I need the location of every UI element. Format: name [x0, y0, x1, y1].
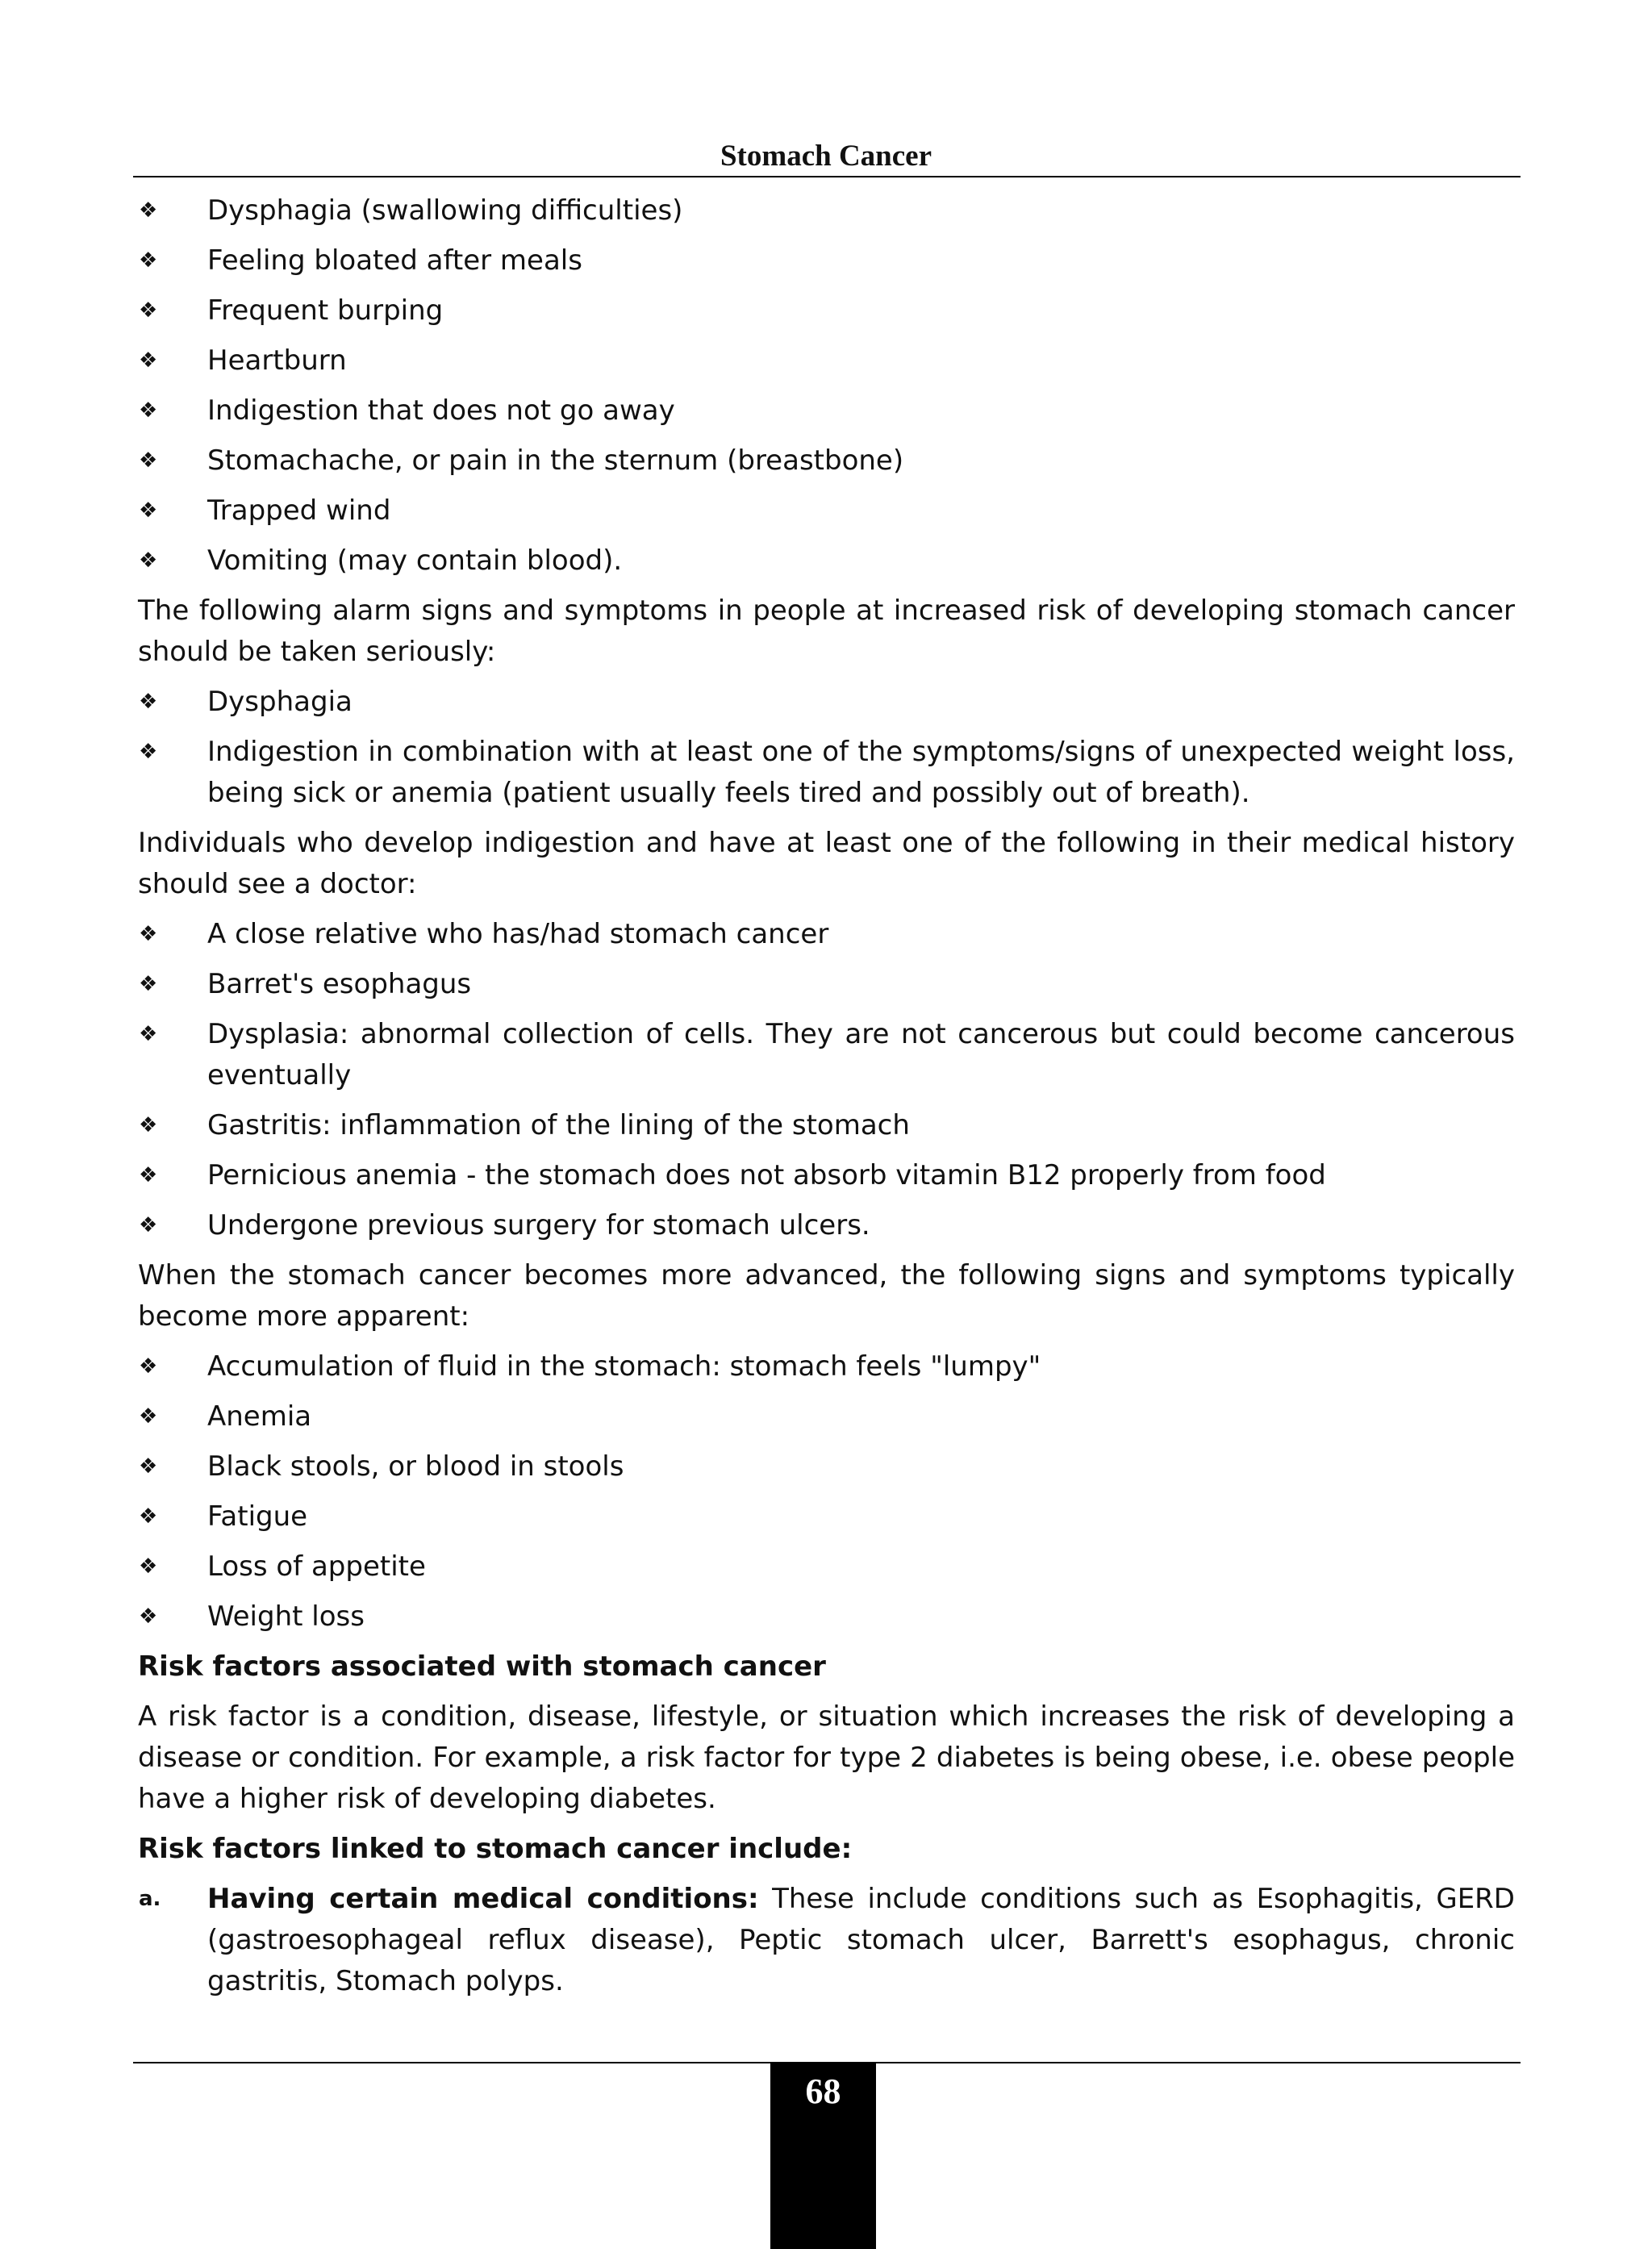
list-item	[138, 1879, 1515, 2002]
list-item	[138, 682, 1515, 723]
list-item	[138, 540, 1515, 582]
list-item-text	[207, 1879, 1515, 2002]
list-item	[138, 1596, 1515, 1638]
diamond-bullet-icon: ❖	[139, 922, 158, 946]
list-item-body: These include conditions such as Esophagitis, GERD (gastroesophageal reflux disease), Peptic stomach ulcer, Barrett's esophagus, chronic gastritis, Stomach polyps.	[207, 1883, 1515, 1997]
medical-history-paragraph: Individuals who develop indigestion and have at least one of the following in their medical history should see a doctor:	[138, 827, 1515, 900]
alarm-signs-paragraph: The following alarm signs and symptoms in people at increased risk of developing stomach cancer should be taken seriously:	[138, 595, 1515, 668]
list-item	[138, 964, 1515, 1005]
page-header-title: Stomach Cancer	[720, 140, 932, 173]
list-item-text: A close relative who has/had stomach cancer	[207, 918, 829, 950]
list-item-text: Anemia	[207, 1400, 312, 1433]
list-item	[138, 190, 1515, 232]
list-item-text: Weight loss	[207, 1600, 365, 1633]
list-item-text: Pernicious anemia - the stomach does not absorb vitamin B12 properly from food	[207, 1159, 1326, 1191]
list-item	[138, 1105, 1515, 1146]
symptoms-list	[138, 190, 1515, 582]
diamond-bullet-icon: ❖	[139, 1113, 158, 1137]
diamond-bullet-icon: ❖	[139, 1604, 158, 1629]
list-item	[138, 914, 1515, 955]
list-item	[138, 340, 1515, 382]
list-item-text: Stomachache, or pain in the sternum (breastbone)	[207, 444, 904, 477]
list-item	[138, 1546, 1515, 1588]
advanced-signs-list	[138, 1346, 1515, 1638]
diamond-bullet-icon: ❖	[139, 348, 158, 373]
list-item-text: Black stools, or blood in stools	[207, 1450, 624, 1483]
diamond-bullet-icon: ❖	[139, 1354, 158, 1379]
diamond-bullet-icon: ❖	[139, 1454, 158, 1479]
diamond-bullet-icon: ❖	[139, 1554, 158, 1579]
diamond-bullet-icon: ❖	[139, 1022, 158, 1046]
list-item-text: Dysphagia (swallowing difficulties)	[207, 194, 683, 227]
page-body	[138, 190, 1515, 2011]
diamond-bullet-icon: ❖	[139, 248, 158, 273]
risk-factors-include-heading: Risk factors linked to stomach cancer include:	[138, 1833, 853, 1865]
list-item-lead: Having certain medical conditions:	[207, 1883, 759, 1915]
diamond-bullet-icon: ❖	[139, 740, 158, 764]
advanced-signs-paragraph: When the stomach cancer becomes more advanced, the following signs and symptoms typically become more apparent:	[138, 1259, 1515, 1333]
list-item-text: Loss of appetite	[207, 1550, 426, 1583]
list-item	[138, 440, 1515, 482]
list-item-text: Accumulation of fluid in the stomach: stomach feels "lumpy"	[207, 1350, 1041, 1383]
list-item-text: Gastritis: inflammation of the lining of the stomach	[207, 1109, 910, 1141]
diamond-bullet-icon: ❖	[139, 972, 158, 996]
diamond-bullet-icon: ❖	[139, 198, 158, 223]
medical-history-list	[138, 914, 1515, 1246]
diamond-bullet-icon: ❖	[139, 1404, 158, 1429]
list-letter: a.	[139, 1887, 161, 1911]
list-item-text: Dysplasia: abnormal collection of cells. They are not cancerous but could become cancerous eventually	[207, 1018, 1515, 1091]
list-item-text: Frequent burping	[207, 294, 444, 327]
diamond-bullet-icon: ❖	[139, 690, 158, 714]
diamond-bullet-icon: ❖	[139, 549, 158, 573]
header-divider	[133, 176, 1521, 177]
list-item-text: Fatigue	[207, 1500, 308, 1533]
list-item	[138, 1155, 1515, 1196]
diamond-bullet-icon: ❖	[139, 298, 158, 323]
list-item	[138, 732, 1515, 814]
list-item	[138, 290, 1515, 332]
list-item-text: Trapped wind	[207, 494, 391, 527]
list-item-text: Indigestion that does not go away	[207, 394, 675, 427]
list-item	[138, 390, 1515, 432]
list-item	[138, 1396, 1515, 1437]
diamond-bullet-icon: ❖	[139, 1163, 158, 1187]
list-item	[138, 490, 1515, 532]
risk-factors-heading: Risk factors associated with stomach cancer	[138, 1650, 826, 1683]
list-item-text: Vomiting (may contain blood).	[207, 545, 623, 577]
diamond-bullet-icon: ❖	[139, 1213, 158, 1237]
list-item-text: Feeling bloated after meals	[207, 244, 582, 277]
list-item-text: Barret's esophagus	[207, 968, 472, 1000]
list-item-text: Indigestion in combination with at least one of the symptoms/signs of unexpected weight loss, being sick or anemia (patient usually feels tired and possibly out of breath).	[207, 736, 1515, 809]
alarm-signs-list	[138, 682, 1515, 814]
list-item	[138, 1205, 1515, 1246]
list-item	[138, 1446, 1515, 1488]
list-item-text: Heartburn	[207, 344, 347, 377]
list-item	[138, 1346, 1515, 1387]
page-number: 68	[805, 2072, 841, 2111]
diamond-bullet-icon: ❖	[139, 499, 158, 523]
list-item	[138, 240, 1515, 282]
list-item	[138, 1496, 1515, 1538]
risk-factors-list	[138, 1879, 1515, 2002]
list-item-text: Dysphagia	[207, 686, 353, 718]
list-item	[138, 1014, 1515, 1096]
diamond-bullet-icon: ❖	[139, 1504, 158, 1529]
risk-factor-definition-paragraph: A risk factor is a condition, disease, lifestyle, or situation which increases the risk of developing a disease or condition. For example, a risk factor for type 2 diabetes is being obese, i.e. obese people have a higher risk of developing diabetes.	[138, 1700, 1515, 1815]
diamond-bullet-icon: ❖	[139, 449, 158, 473]
diamond-bullet-icon: ❖	[139, 398, 158, 423]
list-item-text: Undergone previous surgery for stomach ulcers.	[207, 1209, 870, 1241]
